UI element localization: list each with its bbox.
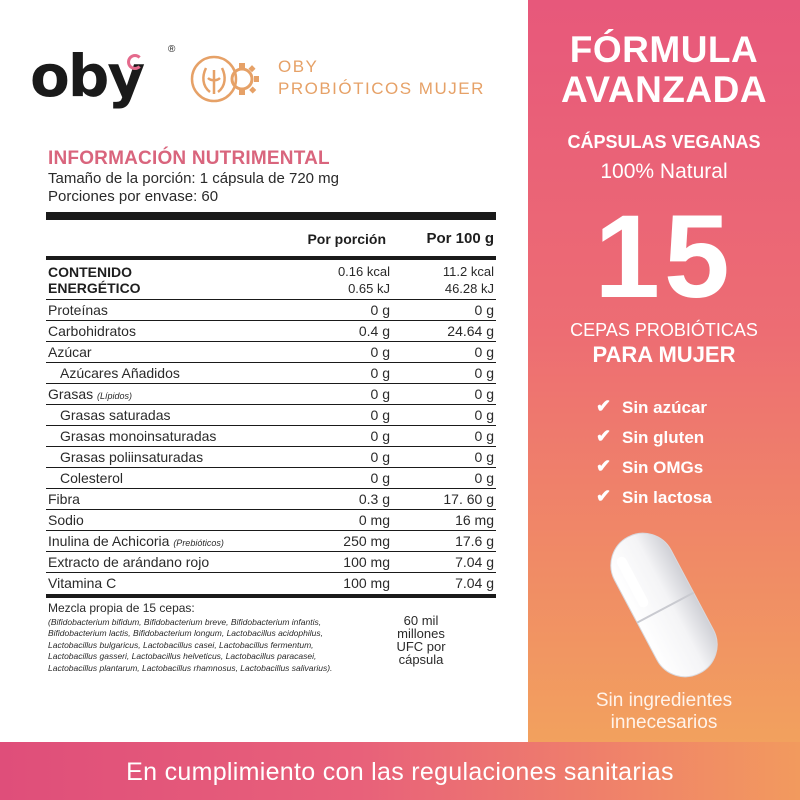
value-per-100g: 0 g [474,344,494,360]
nutrient-name: Grasas monoinsaturadas [60,428,217,444]
nutrient-label [48,386,132,402]
nutrient-label [60,428,216,444]
value-per-serving: 0.3 g [358,491,390,507]
nutrient-name: Sodio [48,512,84,528]
probiotic-strains: CEPAS PROBIÓTICAS [570,320,758,340]
energy-row [46,260,496,300]
value-per-serving: 0 g [370,365,390,381]
no-unnecessary-ingredients [528,690,800,734]
nutrient-label [48,491,80,507]
for-women: PARA MUJER [592,342,736,367]
headline-line2: AVANZADA [560,69,768,110]
nutrient-row [46,405,496,426]
uterus-gear-icon [184,48,262,110]
nutrient-name: Azúcar [48,344,92,360]
check-icon: ✔ [596,456,612,476]
value-per-serving: 100 mg [343,554,390,570]
value-per-100g: 7.04 g [455,575,494,591]
table-header [46,222,496,256]
logo-accent-mark [127,54,143,70]
value-per-serving: 250 mg [343,533,390,549]
benefit-text: Sin OMGs [622,458,704,477]
nutrient-label [60,365,180,381]
value-per-serving: 0 g [370,449,390,465]
energy-label [48,264,141,296]
nutrient-row [46,300,496,321]
servings-per-container: Porciones por envase: 60 [48,188,219,205]
nutrient-label [48,575,116,591]
value-per-serving: 0 mg [358,512,390,528]
value-per-serving: 0.4 g [358,323,390,339]
nutrient-name: Extracto de arándano rojo [48,554,210,570]
nutrient-row [46,384,496,405]
nutrient-row [46,342,496,363]
nutrient-name: Carbohidratos [48,323,136,339]
promo-panel [528,0,800,742]
nutrient-label [48,554,209,570]
brand-subtitle [278,56,485,100]
check-icon: ✔ [596,426,612,446]
value-per-serving: 100 mg [343,575,390,591]
nutrient-label [60,449,203,465]
nutrient-row [46,363,496,384]
headline-line1: FÓRMULA [569,29,759,70]
value-per-100g: 0 g [474,470,494,486]
mix-strains: (Bifidobacterium bifidum, Bifidobacterium breve, Bifidobacterium infantis, Bifidobacterium lactis, Bifidobacterium longum, Lactobacillus acidophilus, Lactobacillus bulgaricus, Lactobacillus casei, Lactobacillus fermentum, Lactobacillus gasseri, Lactobacillus helveticus, Lactobacillus paracasei, Lactobacillus plantarum, Lactobacillus rhamnosus, Lactobacillus salivarius). [48,617,333,673]
col-per-serving: Por porción [307,231,386,247]
nutrient-label [48,512,84,528]
nutrient-row [46,552,496,573]
value-per-100g: 24.64 g [447,323,494,339]
value-per-100g: 0 g [474,365,494,381]
nutrient-name: Grasas saturadas [60,407,171,423]
nutrient-row [46,510,496,531]
nutrient-label [48,344,92,360]
benefit-text: Sin azúcar [622,398,708,417]
footer-text: En cumplimiento con las regulaciones sanitarias [126,758,674,786]
energy-kj-serving: 0.65 kJ [348,281,390,296]
value-per-100g: 0 g [474,386,494,402]
nutrient-label [48,323,136,339]
value-per-100g: 0 g [474,449,494,465]
strain-count: 15 [594,191,734,323]
no-ingredients-line2: innecesarios [610,712,718,733]
check-icon: ✔ [596,396,612,416]
mix-ufc-line1: 60 mil [403,613,439,628]
value-per-100g: 7.04 g [455,554,494,570]
value-per-serving: 0 g [370,344,390,360]
nutrient-name: Fibra [48,491,80,507]
nutrient-label [48,533,224,549]
value-per-serving: 0 g [370,470,390,486]
nutrient-rows [46,300,496,594]
nutrient-row [46,426,496,447]
nutrient-note: (Prebióticos) [173,538,224,548]
energy-kcal-serving: 0.16 kcal [337,264,390,279]
benefit-text: Sin lactosa [622,488,712,507]
value-per-serving: 0 g [370,386,390,402]
nutrient-row [46,531,496,552]
no-ingredients-line1: Sin ingredientes [595,690,733,711]
headline [528,30,800,110]
energy-label-line1: CONTENIDO [48,264,132,280]
check-icon: ✔ [596,486,612,506]
footer-banner [0,742,800,800]
brand-subtitle-line2: PROBIÓTICOS MUJER [278,79,485,98]
value-per-serving: 0 g [370,428,390,444]
serving-size: Tamaño de la porción: 1 cápsula de 720 mg [48,170,340,187]
energy-kj-100g: 46.28 kJ [444,281,494,296]
value-per-serving: 0 g [370,407,390,423]
value-per-100g: 17. 60 g [443,491,494,507]
nutrient-name: Grasas poliinsaturadas [60,449,204,465]
nutrient-label [48,302,108,318]
vegan-capsules: CÁPSULAS VEGANAS [567,132,761,152]
nutrient-name: Inulina de Achicoria [48,533,170,549]
value-per-serving: 0 g [370,302,390,318]
col-per-100g: Por 100 g [426,230,494,247]
nutrient-name: Proteínas [48,302,108,318]
benefit-text: Sin gluten [622,428,705,447]
mix-ufc-line2: millones [397,626,445,641]
capsule-icon [594,520,734,690]
value-per-100g: 0 g [474,428,494,444]
nutrient-name: Azúcares Añadidos [60,365,180,381]
nutrient-row [46,447,496,468]
energy-label-line2: ENERGÉTICO [48,280,141,296]
nutrition-table [46,222,496,598]
mix-ufc-line3: UFC por [396,639,446,654]
nutrient-name: Vitamina C [48,575,117,591]
table-bottom-bar [46,594,496,598]
value-per-100g: 17.6 g [455,533,494,549]
nutrient-row [46,468,496,489]
table-top-bar [46,212,496,220]
nutrient-row [46,321,496,342]
nutrient-label [60,407,171,423]
value-per-100g: 0 g [474,302,494,318]
nutrient-name: Colesterol [60,470,124,486]
natural-claim: 100% Natural [600,160,728,183]
mix-ufc [376,614,466,666]
nutrition-title: INFORMACIÓN NUTRIMENTAL [48,148,330,169]
mix-title: Mezcla propia de 15 cepas: [48,601,195,615]
nutrient-row [46,573,496,594]
nutrient-name: Grasas [48,386,94,402]
nutrient-row [46,489,496,510]
nutrient-note: (Lípidos) [97,391,133,401]
energy-kcal-100g: 11.2 kcal [442,264,494,279]
mix-ufc-line4: cápsula [398,652,444,667]
value-per-100g: 16 mg [455,512,494,528]
value-per-100g: 0 g [474,407,494,423]
logo-text: oby [30,42,144,110]
nutrient-label [60,470,123,486]
registered-mark: ® [168,44,176,55]
brand-logo [30,44,180,120]
brand-subtitle-line1: OBY [278,57,319,76]
